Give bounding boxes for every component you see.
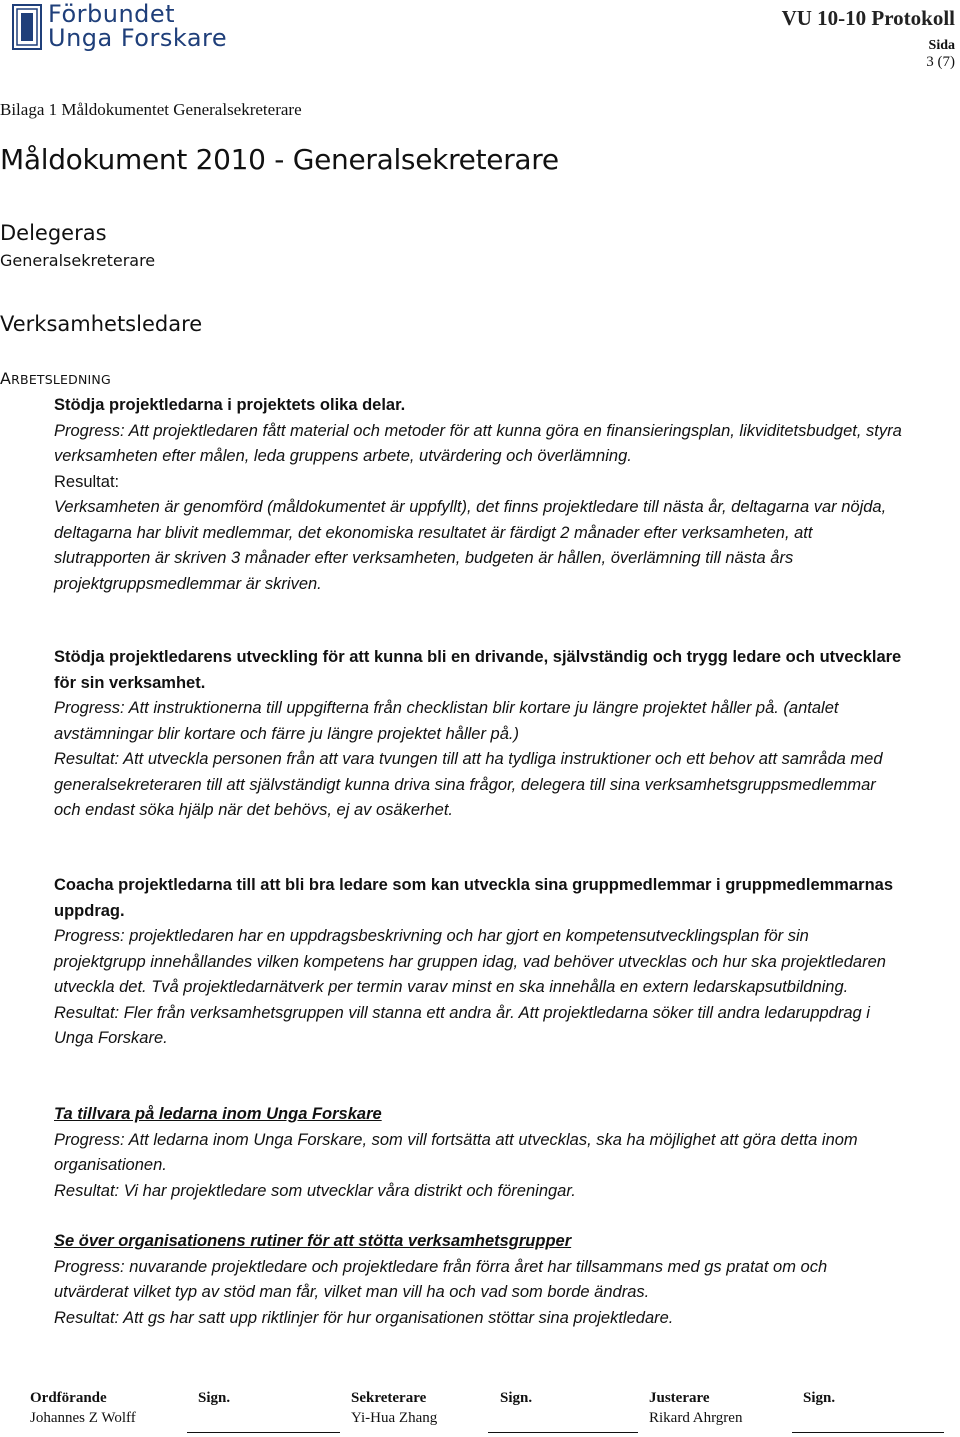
- section-heading: Verksamhetsledare: [0, 312, 203, 336]
- goal-3-title: Coacha projektledarna till att bli bra ledare som kan utveckla sina gruppmedlemmar i gruppmedlemmarnas uppdrag.: [54, 876, 894, 920]
- adjuster-name: Rikard Ahrgren: [649, 1410, 743, 1426]
- logo-text-line2: Unga Forskare: [48, 24, 228, 52]
- goal-5-progress: Progress: nuvarande projektledare och projektledare från förra året har tillsammans med gs pratat om och utvärderat vilket typ av stöd man får, vilket man vill ha och vad som borde ändras.: [54, 1257, 828, 1301]
- goal-1-title: Stödja projektledarna i projektets olika delar.: [54, 396, 406, 414]
- page-title: Måldokument 2010 - Generalsekreterare: [0, 143, 559, 176]
- adjuster-signature-line: [792, 1432, 944, 1433]
- appendix-line: Bilaga 1 Måldokumentet Generalsekreterare: [0, 100, 302, 119]
- secretary-label: Sekreterare: [351, 1390, 427, 1406]
- secretary-name: Yi-Hua Zhang: [351, 1410, 438, 1426]
- adjuster-label: Justerare: [649, 1390, 710, 1406]
- adjuster-sign-label: Sign.: [803, 1390, 836, 1406]
- goal-3: [54, 873, 904, 1052]
- goal-4: [54, 1102, 904, 1204]
- goal-1-progress: Progress: Att projektledaren fått material och metoder för att kunna göra en finansieringsplan, likviditetsbudget, styra verksamheten efter målen, leda gruppens arbete, utvärdering och överlämning.: [54, 421, 902, 465]
- delegation-heading: Delegeras: [0, 221, 107, 245]
- subsection-heading-initial: A: [0, 369, 12, 388]
- chair-name: Johannes Z Wolff: [30, 1410, 136, 1426]
- subsection-heading-rest: RBETSLEDNING: [11, 372, 111, 387]
- delegation-value: Generalsekreterare: [0, 251, 156, 270]
- goal-5-title: Se över organisationens rutiner för att stötta verksamhetsgrupper: [54, 1232, 572, 1250]
- chair-label: Ordförande: [30, 1390, 107, 1406]
- secretary-signature-line: [488, 1432, 638, 1433]
- document-title: VU 10-10 Protokoll: [781, 6, 955, 30]
- fuf-logo-mark-icon: [12, 4, 42, 50]
- page-number: 3 (7): [926, 54, 955, 70]
- goal-1-result: Verksamheten är genomförd (måldokumentet är uppfyllt), det finns projektledare till nästa år, deltagarna var nöjda, deltagarna har blivit medlemmar, det ekonomiska resultatet är färdigt 2 månader efter verksamheten, att slutrapporten är skriven 3 månader efter verksamheten, budgeten är hållen, överlämning till nästa års projektgruppsmedlemmar är skriven.: [54, 498, 887, 593]
- goal-4-progress: Progress: Att ledarna inom Unga Forskare, som vill fortsätta att utvecklas, ska ha möjlighet att göra detta inom organisationen.: [54, 1130, 858, 1174]
- goal-3-progress: Progress: projektledaren har en uppdragsbeskrivning och har gjort en kompetensutvecklingsplan för sin projektgrupp innehållandes vilken kompetens har gruppen idag, vad behöver utvecklas och hur ska projektledaren utveckla det. Två projektledarnätverk per termin varav minst en ska innehålla en extern ledarskapsutbildning.: [54, 927, 886, 996]
- goal-4-title: Ta tillvara på ledarna inom Unga Forskare: [54, 1105, 382, 1123]
- goal-4-result: Resultat: Vi har projektledare som utvecklar våra distrikt och föreningar.: [54, 1181, 576, 1200]
- goal-1-result-label: Resultat:: [54, 472, 120, 491]
- goal-3-result: Resultat: Fler från verksamhetsgruppen vill stanna ett andra år. Att projektledarna söker till andra ledaruppdrag i Unga Forskare.: [54, 1003, 870, 1047]
- chair-signature-line: [187, 1432, 340, 1433]
- chair-sign-label: Sign.: [198, 1390, 231, 1406]
- goal-5-result: Resultat: Att gs har satt upp riktlinjer för hur organisationen stöttar sina projektledare.: [54, 1308, 674, 1327]
- logo-text-line1: Förbundet: [48, 0, 176, 28]
- goal-2-result: Resultat: Att utveckla personen från att vara tvungen till att ha tydliga instruktioner och ett behov att samråda med generalsekreteraren till att självständigt kunna driva sina frågor, delegera till sina verksamhetsgruppsmedlemmar och endast söka hjälp när det behövs, ej av osäkerhet.: [54, 750, 883, 819]
- secretary-sign-label: Sign.: [500, 1390, 533, 1406]
- organization-logo: [8, 2, 308, 52]
- goal-2-progress: Progress: Att instruktionerna till uppgifterna från checklistan blir kortare ju längre projektet håller på. (antalet avstämningar blir kortare och färre ju längre projektet håller på.): [54, 699, 839, 743]
- goal-2: [54, 645, 904, 824]
- page-label: Sida: [928, 38, 955, 53]
- goal-5: [54, 1229, 904, 1331]
- goal-1: [54, 393, 904, 597]
- goal-2-title: Stödja projektledarens utveckling för att kunna bli en drivande, självständig och trygg ledare och utvecklare för sin verksamhet.: [54, 648, 902, 692]
- subsection-heading: [0, 369, 111, 388]
